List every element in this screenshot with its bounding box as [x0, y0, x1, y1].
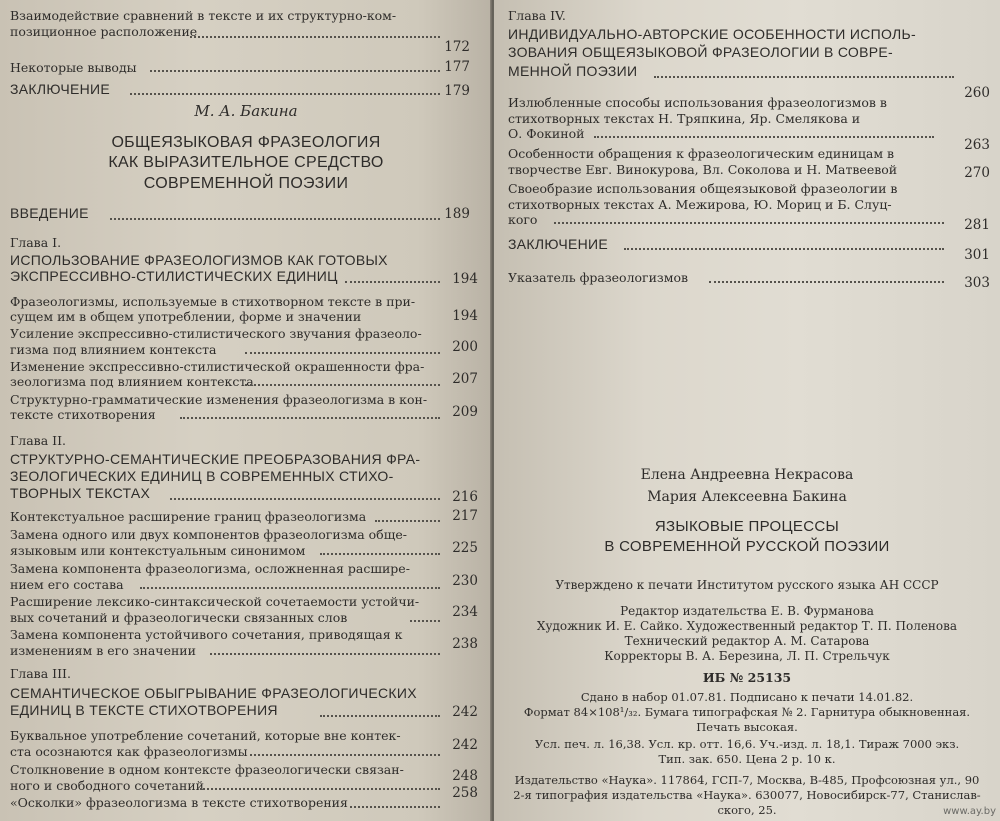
chapter-label: Глава III. [10, 666, 71, 681]
dot-leader [250, 754, 440, 756]
toc-entry-text: Замена компонента фразеологизма, осложненная расшире- [10, 561, 410, 576]
toc-entry-text: зеологизма под влиянием контекста [10, 374, 254, 389]
chapter-title: МЕННОЙ ПОЭЗИИ [508, 63, 638, 79]
toc-entry-text: Замена компонента устойчивого сочетания, приводящая к [10, 627, 403, 642]
dot-leader [654, 76, 954, 78]
chapter-title: ИСПОЛЬЗОВАНИЕ ФРАЗЕОЛОГИЗМОВ КАК ГОТОВЫХ [10, 252, 388, 268]
page-number: 209 [452, 404, 478, 420]
chapter-title: ЭКСПРЕССИВНО-СТИЛИСТИЧЕСКИХ ЕДИНИЦ [10, 268, 338, 284]
site-watermark: www.ay.by [943, 806, 996, 817]
page-number: 248 [452, 768, 478, 784]
page-number: 301 [964, 247, 990, 263]
toc-entry-text: Расширение лексико-синтаксической сочетаемости устойчи- [10, 594, 420, 609]
page-number: 217 [452, 508, 478, 524]
dot-leader [350, 806, 440, 808]
toc-entry-text: Своеобразие использования общеязыковой фразеологии в [508, 181, 898, 196]
dot-leader [320, 553, 440, 555]
toc-entry-text: Контекстуальное расширение границ фразеологизма [10, 509, 367, 524]
chapter-title: ЗЕОЛОГИЧЕСКИХ ЕДИНИЦ В СОВРЕМЕННЫХ СТИХО- [10, 468, 394, 484]
chapter-label: Глава IV. [508, 8, 566, 23]
dot-leader [245, 352, 440, 354]
page-number: 225 [452, 540, 478, 556]
page-number: 258 [452, 785, 478, 801]
imprint-approval: Утверждено к печати Институтом русского языка АН СССР [555, 578, 939, 592]
dot-leader [190, 36, 440, 38]
imprint-credit: Редактор издательства Е. В. Фурманова [620, 604, 874, 618]
section-heading: ЗАКЛЮЧЕНИЕ [508, 236, 608, 252]
toc-entry-text: кого [508, 212, 538, 227]
dot-leader [375, 520, 440, 522]
imprint-print-line: Печать высокая. [696, 720, 798, 734]
toc-entry-text: изменениям в его значении [10, 643, 196, 658]
toc-entry-text: стихотворных текстах А. Межирова, Ю. Мориц и Б. Слуц- [508, 197, 892, 212]
chapter-title: СТРУКТУРНО-СЕМАНТИЧЕСКИЕ ПРЕОБРАЗОВАНИЯ ФРА- [10, 451, 421, 467]
dot-leader [410, 620, 440, 622]
dot-leader [140, 587, 440, 589]
dot-leader [200, 788, 440, 790]
imprint-ib-number: ИБ № 25135 [702, 670, 792, 685]
toc-entry-text: Фразеологизмы, используемые в стихотворном тексте в при- [10, 294, 416, 309]
imprint-book-title: ЯЗЫКОВЫЕ ПРОЦЕССЫ [654, 518, 840, 535]
toc-entry-text: Замена одного или двух компонентов фразеологизма обще- [10, 527, 407, 542]
page-number: 234 [452, 604, 478, 620]
imprint-author: Елена Андреевна Некрасова [640, 467, 854, 483]
chapter-title: ИНДИВИДУАЛЬНО-АВТОРСКИЕ ОСОБЕННОСТИ ИСПОЛЬ- [508, 26, 916, 42]
imprint-print-line: Усл. печ. л. 16,38. Усл. кр. отт. 16,6. Уч.-изд. л. 18,1. Тираж 7000 экз. [534, 737, 960, 751]
page-number: 242 [452, 737, 478, 753]
page-number: 179 [444, 83, 470, 99]
toc-entry-text: Некоторые выводы [10, 60, 137, 75]
page-number: 189 [444, 206, 470, 222]
left-page [0, 0, 492, 821]
index-entry: Указатель фразеологизмов [508, 270, 689, 285]
chapter-title: ТВОРНЫХ ТЕКСТАХ [10, 485, 151, 501]
part-title: ОБЩЕЯЗЫКОВАЯ ФРАЗЕОЛОГИЯ [111, 134, 381, 151]
imprint-credit: Корректоры В. А. Березина, Л. П. Стрельчук [604, 649, 890, 663]
dot-leader [130, 93, 440, 95]
page-number: 194 [452, 271, 478, 287]
toc-entry-text: «Осколки» фразеологизма в тексте стихотворения [10, 795, 348, 810]
toc-entry-text: гизма под влиянием контекста [10, 342, 217, 357]
page-number: 177 [444, 59, 470, 75]
dot-leader [554, 222, 944, 224]
dot-leader [110, 218, 440, 220]
chapter-title: СЕМАНТИЧЕСКОЕ ОБЫГРЫВАНИЕ ФРАЗЕОЛОГИЧЕСКИХ [10, 685, 417, 701]
toc-entry-text: вых сочетаний и фразеологически связанных слов [10, 610, 348, 625]
page-number: 230 [452, 573, 478, 589]
page-number: 270 [964, 165, 990, 181]
imprint-print-line: Тип. зак. 650. Цена 2 р. 10 к. [658, 752, 836, 766]
dot-leader [245, 384, 440, 386]
part-title: СОВРЕМЕННОЙ ПОЭЗИИ [143, 175, 349, 192]
toc-entry-text: Излюбленные способы использования фразеологизмов в [508, 95, 887, 110]
toc-entry-text: Взаимодействие сравнений в тексте и их структурно-ком- [10, 8, 397, 23]
imprint-print-line: ского, 25. [717, 803, 777, 817]
toc-entry-text: Столкновение в одном контексте фразеологически связан- [10, 762, 404, 777]
toc-entry-text: языковым или контекстуальным синонимом [10, 543, 306, 558]
toc-entry-text: тексте стихотворения [10, 407, 156, 422]
page-number: 194 [452, 308, 478, 324]
imprint-print-line: Издательство «Наука». 117864, ГСП-7, Москва, В-485, Профсоюзная ул., 90 [514, 773, 980, 787]
right-page [494, 0, 1000, 821]
dot-leader [170, 498, 440, 500]
dot-leader [180, 417, 440, 419]
toc-entry-text: Буквальное употребление сочетаний, которые вне контек- [10, 728, 401, 743]
toc-entry-text: Изменение экспрессивно-стилистической окрашенности фра- [10, 359, 425, 374]
dot-leader [624, 248, 944, 250]
toc-entry-text: сущем им в общем употреблении, форме и значении [10, 309, 362, 324]
dot-leader [150, 70, 440, 72]
page-number: 172 [444, 39, 470, 55]
page-number: 238 [452, 636, 478, 652]
toc-entry-text: нием его состава [10, 577, 124, 592]
dot-leader [594, 136, 934, 138]
page-number: 260 [964, 85, 990, 101]
imprint-credit: Технический редактор А. М. Сатарова [624, 634, 870, 648]
section-heading: ВВЕДЕНИЕ [10, 205, 89, 221]
toc-entry-text: ста осознаются как фразеологизмы [10, 744, 248, 759]
imprint-credit: Художник И. Е. Сайко. Художественный редактор Т. П. Поленова [536, 619, 958, 633]
page-number: 263 [964, 137, 990, 153]
toc-entry-text: творчестве Евг. Винокурова, Вл. Соколова и Н. Матвеевой [508, 162, 898, 177]
toc-entry-text: О. Фокиной [508, 126, 585, 141]
imprint-print-line: Сдано в набор 01.07.81. Подписано к печати 14.01.82. [580, 690, 914, 704]
page-number: 303 [964, 275, 990, 291]
toc-entry-text: Усиление экспрессивно-стилистического звучания фразеоло- [10, 326, 422, 341]
section-heading: ЗАКЛЮЧЕНИЕ [10, 81, 110, 97]
imprint-print-line: Формат 84×108¹/₃₂. Бумага типографская № 2. Гарнитура обыкновенная. [523, 705, 971, 719]
page-number: 242 [452, 704, 478, 720]
chapter-title: ЗОВАНИЯ ОБЩЕЯЗЫКОВОЙ ФРАЗЕОЛОГИИ В СОВРЕ- [508, 44, 893, 60]
dot-leader [210, 653, 440, 655]
toc-entry-text: ного и свободного сочетаний [10, 778, 204, 793]
dot-leader [345, 281, 440, 283]
page-number: 281 [964, 217, 990, 233]
page-number: 216 [452, 489, 478, 505]
part-title: КАК ВЫРАЗИТЕЛЬНОЕ СРЕДСТВО [108, 154, 384, 171]
chapter-label: Глава I. [10, 235, 62, 250]
author-name: М. А. Бакина [194, 102, 298, 120]
imprint-book-title: В СОВРЕМЕННОЙ РУССКОЙ ПОЭЗИИ [604, 538, 890, 555]
page-number: 207 [452, 371, 478, 387]
toc-entry-text: позиционное расположение [10, 24, 198, 39]
dot-leader [709, 281, 944, 283]
toc-entry-text: Структурно-грамматические изменения фразеологизма в кон- [10, 392, 428, 407]
toc-entry-text: Особенности обращения к фразеологическим единицам в [508, 146, 895, 161]
chapter-title: ЕДИНИЦ В ТЕКСТЕ СТИХОТВОРЕНИЯ [10, 702, 278, 718]
imprint-author: Мария Алексеевна Бакина [647, 489, 847, 505]
chapter-label: Глава II. [10, 433, 66, 448]
imprint-print-line: 2-я типография издательства «Наука». 630077, Новосибирск-77, Станислав- [513, 788, 981, 802]
page-number: 200 [452, 339, 478, 355]
dot-leader [320, 715, 440, 717]
toc-entry-text: стихотворных текстах Н. Тряпкина, Яр. Смелякова и [508, 111, 861, 126]
